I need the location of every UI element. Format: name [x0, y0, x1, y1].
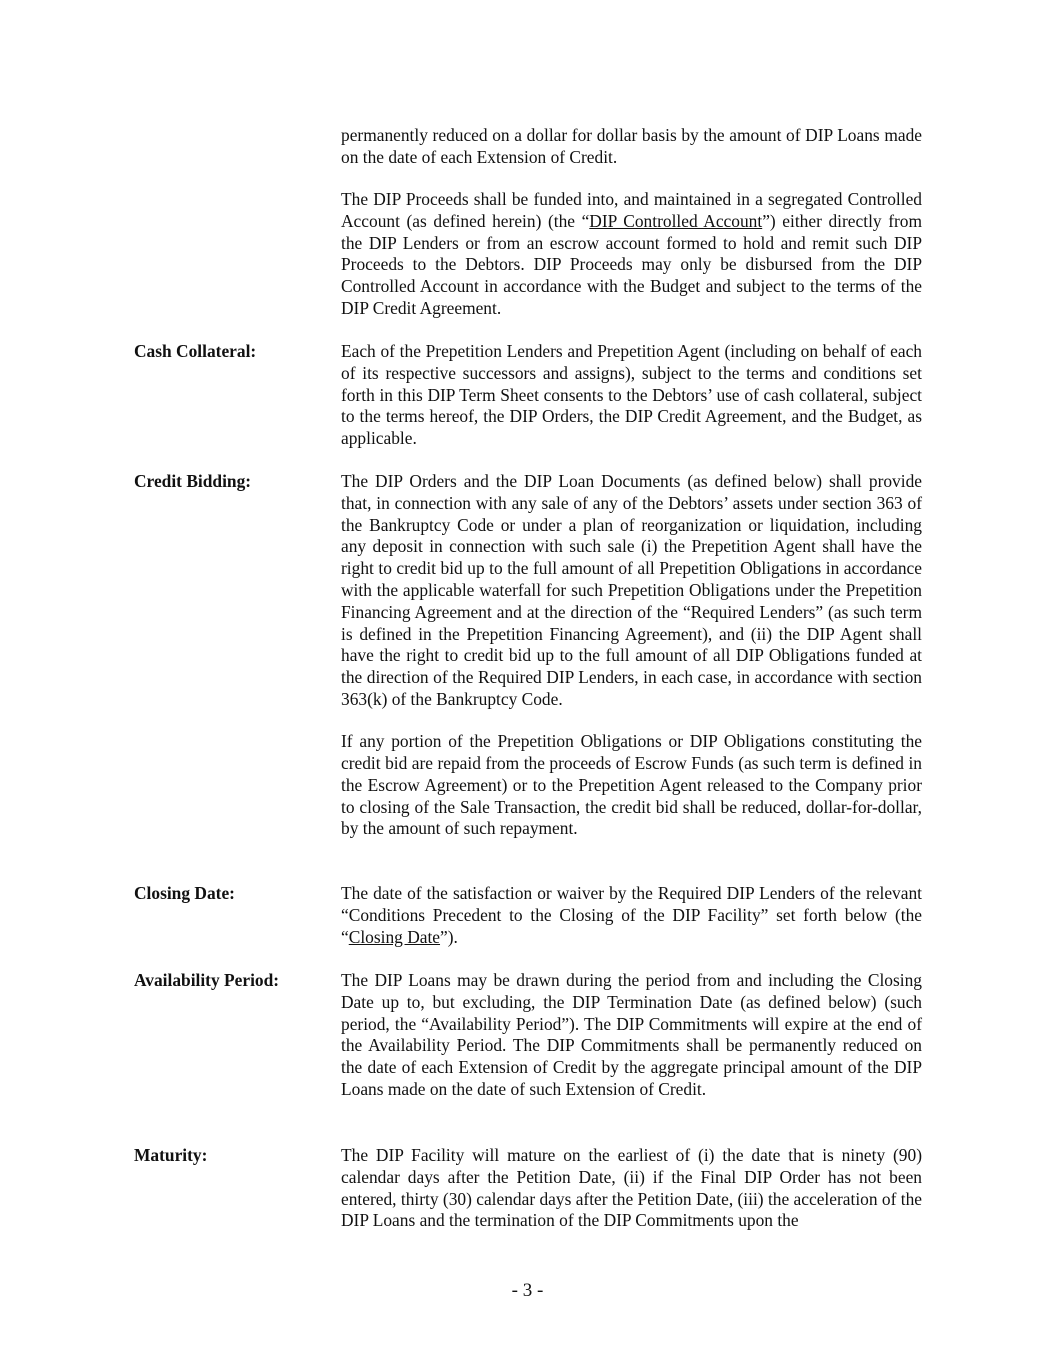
section-label: Cash Collateral: [134, 341, 257, 361]
section-dip-proceeds [134, 125, 922, 320]
section-credit-bidding [134, 471, 922, 840]
section-cash-collateral [134, 341, 922, 450]
section-availability-period [134, 970, 922, 1101]
text: The DIP Proceeds shall be funded into, and maintained in a segregated Controlled Account (as defined herein) (the “ [341, 189, 922, 231]
text: ”). [440, 926, 458, 947]
section-label: Closing Date: [134, 883, 235, 903]
paragraph: The DIP Loans may be drawn during the period from and including the Closing Date up to, but excluding, the DIP Termination Date (as defined below) (such period, the “Availability Period”). The DIP Commitments will expire at the end of the Availability Period. The DIP Commitments shall be permanently reduced on the date of each Extension of Credit by the aggregate principal amount of the DIP Loans made on the date of such Extension of Credit. [341, 970, 922, 1099]
paragraph: Each of the Prepetition Lenders and Prepetition Agent (including on behalf of each of its respective successors and assigns), subject to the terms and conditions set forth in this DIP Term Sheet consents to the Debtors’ use of cash collateral, subject to the terms hereof, the DIP Orders, the DIP Credit Agreement, and the Budget, as applicable. [341, 341, 922, 449]
paragraph: The DIP Facility will mature on the earliest of (i) the date that is ninety (90) calendar days after the Petition Date, (ii) if the Final DIP Order has not been entered, thirty (30) calendar days after the Petition Date, (iii) the acceleration of the DIP Loans and the termination of the DIP Commitments upon the [341, 1145, 922, 1231]
section-maturity [134, 1145, 922, 1232]
defined-term: Closing Date [348, 926, 441, 947]
paragraph: permanently reduced on a dollar for dollar basis by the amount of DIP Loans made on the date of each Extension of Credit. [341, 125, 922, 167]
text: The date of the satisfaction or waiver by the Required DIP Lenders of the relevant “Conditions Precedent to the Closing of the DIP Facility” set forth below (the “ [341, 883, 922, 947]
paragraph [341, 883, 922, 948]
section-label: Maturity: [134, 1145, 208, 1165]
page-number: - 3 - [511, 1280, 544, 1301]
paragraph: If any portion of the Prepetition Obligations or DIP Obligations constituting the credit bid are repaid from the proceeds of Escrow Funds (as such term is defined in the Escrow Agreement) or to the Prepetition Agent released to the Company prior to closing of the Sale Transaction, the credit bid shall be reduced, dollar-for-dollar, by the amount of such repayment. [341, 731, 922, 839]
section-label: Availability Period: [134, 970, 280, 990]
text: ”) either directly from the DIP Lenders or from an escrow account formed to hold and remit such DIP Proceeds to the Debtors. DIP Proceeds may only be disbursed from the DIP Controlled Account in accordance with the Budget and subject to the terms of the DIP Credit Agreement. [341, 210, 922, 319]
defined-term: DIP Controlled Account [589, 210, 763, 231]
section-closing-date [134, 883, 922, 948]
section-label: Credit Bidding: [134, 471, 252, 491]
paragraph: The DIP Orders and the DIP Loan Documents (as defined below) shall provide that, in connection with any sale of any of the Debtors’ assets under section 363 of the Bankruptcy Code or under a plan of reorganization or liquidation, including any deposit in connection with such sale (i) the Prepetition Agent shall have the right to credit bid up to the full amount of all Prepetition Obligations in accordance with the applicable waterfall for such Prepetition Obligations under the Prepetition Financing Agreement and at the direction of the “Required Lenders” (as such term is defined in the Prepetition Financing Agreement), and (ii) the DIP Agent shall have the right to credit bid up to the full amount of all DIP Obligations funded at the direction of the Required DIP Lenders, in each case, in accordance with section 363(k) of the Bankruptcy Code. [341, 471, 922, 709]
paragraph [341, 189, 922, 320]
